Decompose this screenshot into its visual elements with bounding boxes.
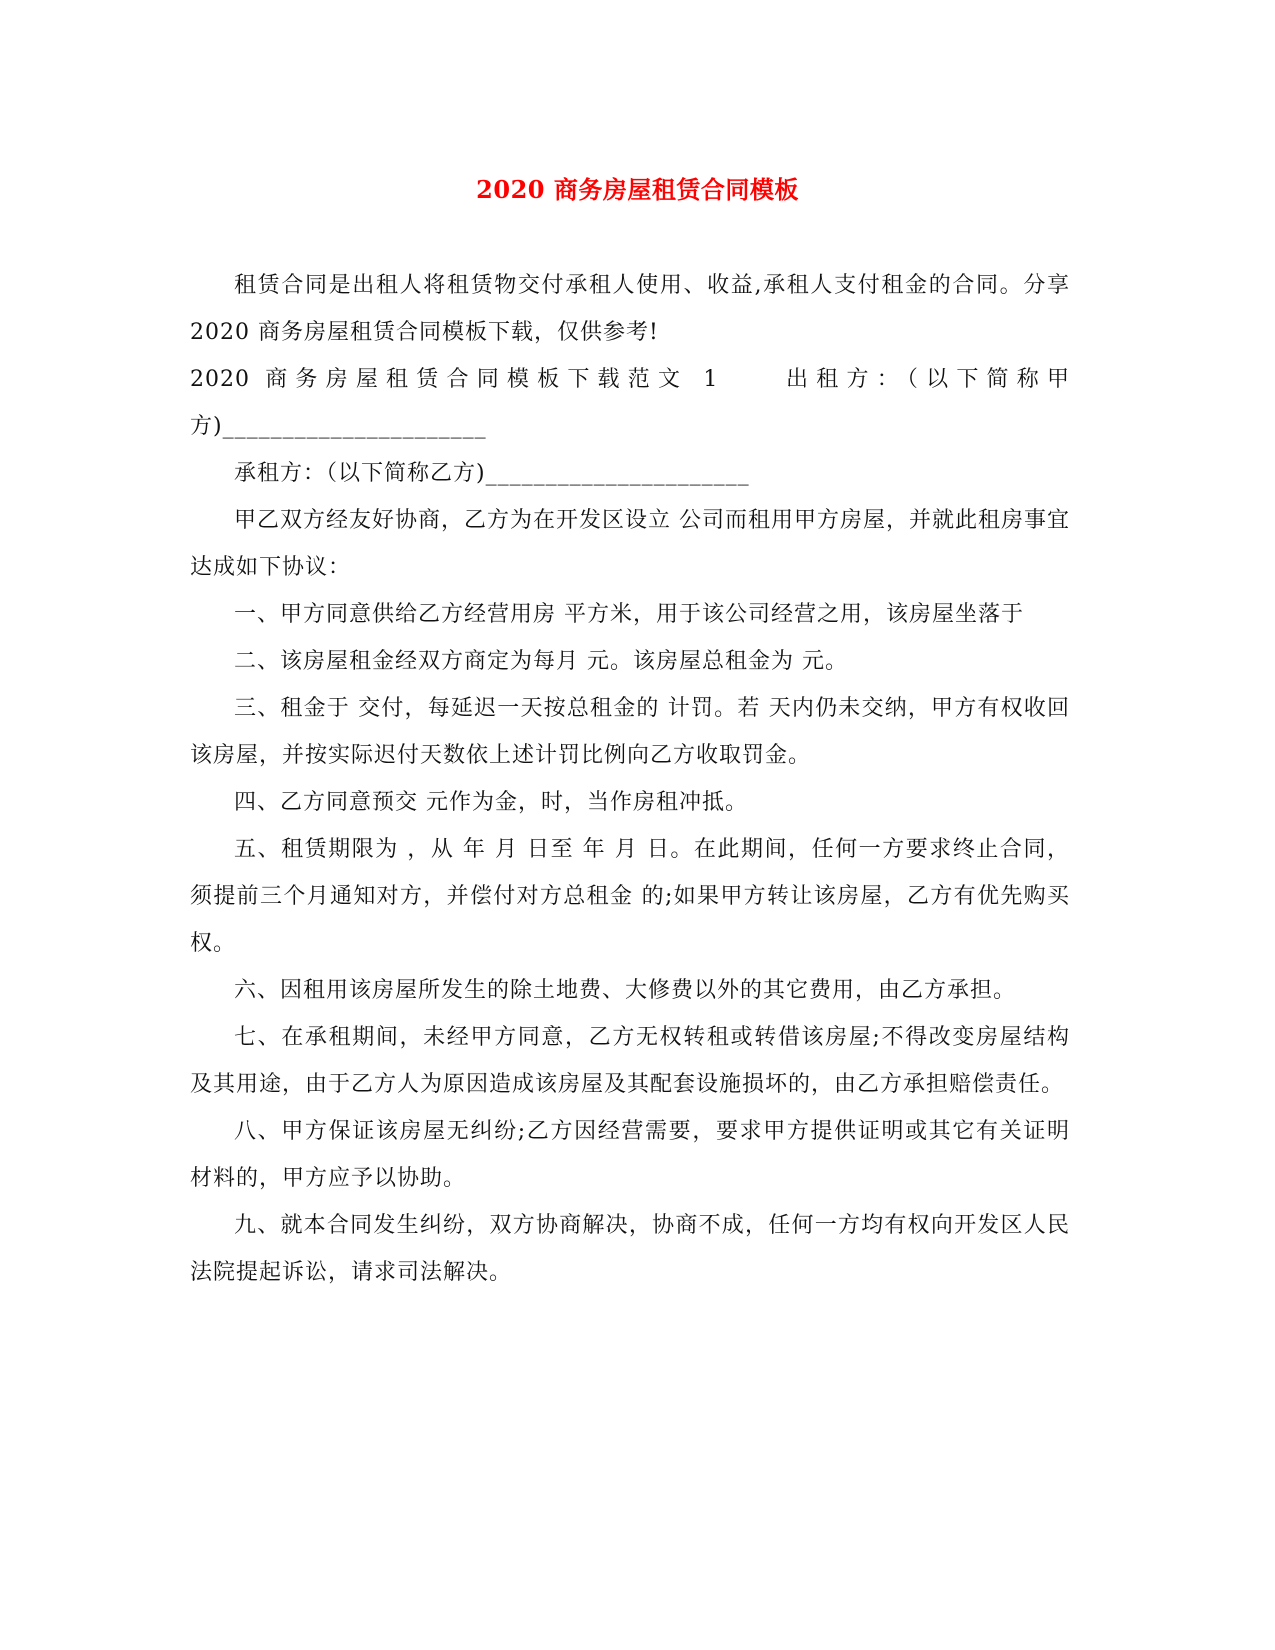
clause-6: 六、因租用该房屋所发生的除土地费、大修费以外的其它费用，由乙方承担。 [234, 978, 1017, 1003]
clause-8: 八、甲方保证该房屋无纠纷;乙方因经营需要，要求甲方提供证明或其它有关证明材料的，甲方应予以协助。 [190, 1119, 1070, 1191]
clause-2: 二、该房屋租金经双方商定为每月 元。该房屋总租金为 元。 [234, 649, 848, 674]
paragraph-agreement: 甲乙双方经友好协商，乙方为在开发区设立 公司而租用甲方房屋，并就此租房事宜达成如下协议： [190, 508, 1070, 580]
clause-9: 九、就本合同发生纠纷，双方协商解决，协商不成，任何一方均有权向开发区人民法院提起诉讼，请求司法解决。 [190, 1213, 1070, 1285]
paragraph-intro: 租赁合同是出租人将租赁物交付承租人使用、收益,承租人支付租金的合同。分享 2020 商务房屋租赁合同模板下载，仅供参考! [190, 273, 1070, 345]
clause-1: 一、甲方同意供给乙方经营用房 平方米，用于该公司经营之用，该房屋坐落于 [234, 602, 1024, 627]
clause-3: 三、租金于 交付，每延迟一天按总租金的 计罚。若 天内仍未交纳，甲方有权收回该房屋，并按实际迟付天数依上述计罚比例向乙方收取罚金。 [190, 696, 1070, 768]
paragraph-lessee: 承租方：（以下简称乙方)______________________ [234, 461, 750, 486]
clause-4: 四、乙方同意预交 元作为金，时，当作房租冲抵。 [234, 790, 748, 815]
document-body [190, 262, 1070, 1296]
paragraph-lessor: 2020 商务房屋租赁合同模板下载范文 1 出租方：（以下简称甲方)______________________ [190, 367, 1070, 439]
clause-5: 五、租赁期限为 ，从 年 月 日至 年 月 日。在此期间，任何一方要求终止合同，须提前三个月通知对方，并偿付对方总租金 的;如果甲方转让该房屋，乙方有优先购买权。 [190, 837, 1070, 956]
clause-7: 七、在承租期间，未经甲方同意，乙方无权转租或转借该房屋;不得改变房屋结构及其用途，由于乙方人为原因造成该房屋及其配套设施损坏的，由乙方承担赔偿责任。 [190, 1025, 1070, 1097]
document-title: 2020 商务房屋租赁合同模板 [476, 175, 799, 204]
